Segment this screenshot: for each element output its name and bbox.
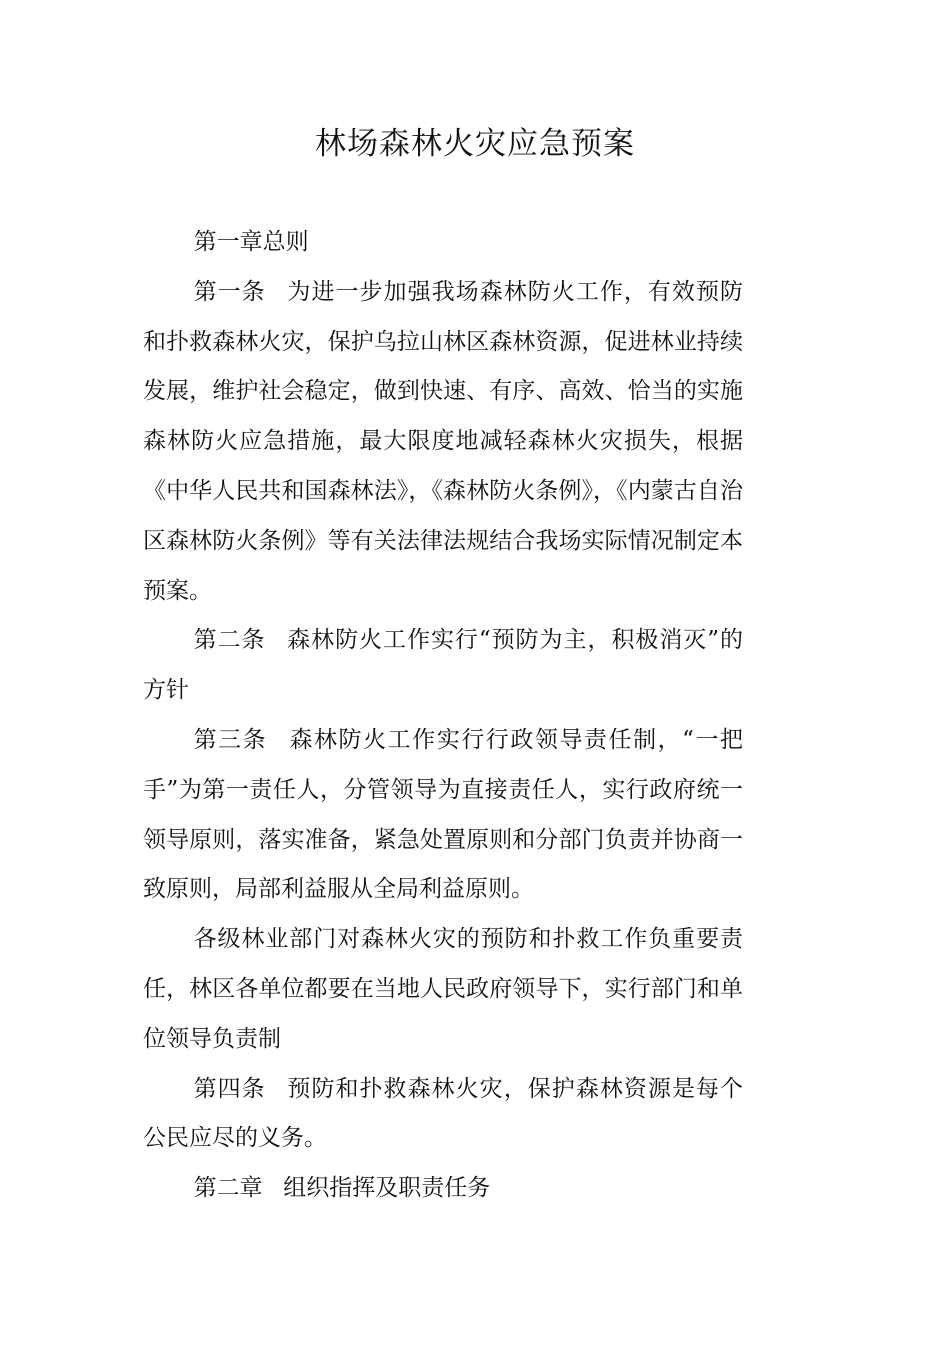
article-1-label: 第一条: [193, 278, 266, 305]
chapter-2-heading: [143, 1164, 743, 1214]
article-1-text: 为进一步加强我场森林防火工作，有效预防和扑救森林火灾，保护乌拉山林区森林资源，促进林业持续发展，维护社会稳定，做到快速、有序、高效、恰当的实施森林防火应急措施，最大限度地减轻森林火灾损失，根据《中华人民共和国森林法》，《森林防火条例》，《内蒙古自治区森林防火条例》等有关法律法规结合我场实际情况制定本预案。: [143, 278, 744, 604]
article-1: [143, 268, 743, 617]
article-3-extra-text: 各级林业部门对森林火灾的预防和扑救工作负重要责任，林区各单位都要在当地人民政府领导下，实行部门和单位领导负责制: [143, 926, 743, 1052]
article-4-text: 预防和扑救森林火灾，保护森林资源是每个公民应尽的义务。: [143, 1075, 744, 1152]
chapter-1-heading: [143, 218, 743, 268]
article-3-label: 第三条: [193, 726, 268, 753]
chapter-2-label: 第二章: [193, 1175, 263, 1202]
article-3-text: 森林防火工作实行行政领导责任制，“一把手”为第一责任人，分管领导为直接责任人，实行政府统一领导原则，落实准备，紧急处置原则和分部门负责并协商一致原则，局部利益服从全局利益原则。: [143, 726, 744, 903]
chapter-1-heading-text: 第一章总则: [193, 229, 309, 255]
article-2: [143, 616, 743, 716]
document-body: [143, 218, 743, 1214]
article-2-text: 森林防火工作实行“预防为主，积极消灭”的方针: [143, 627, 743, 704]
article-4-label: 第四条: [193, 1075, 266, 1102]
article-4: [143, 1065, 743, 1165]
document-title: 林场森林火灾应急预案: [315, 126, 635, 162]
article-2-label: 第二条: [193, 627, 266, 654]
chapter-2-text: 组织指挥及职责任务: [283, 1175, 491, 1202]
article-3-extra: [143, 915, 743, 1064]
article-3: [143, 716, 743, 915]
